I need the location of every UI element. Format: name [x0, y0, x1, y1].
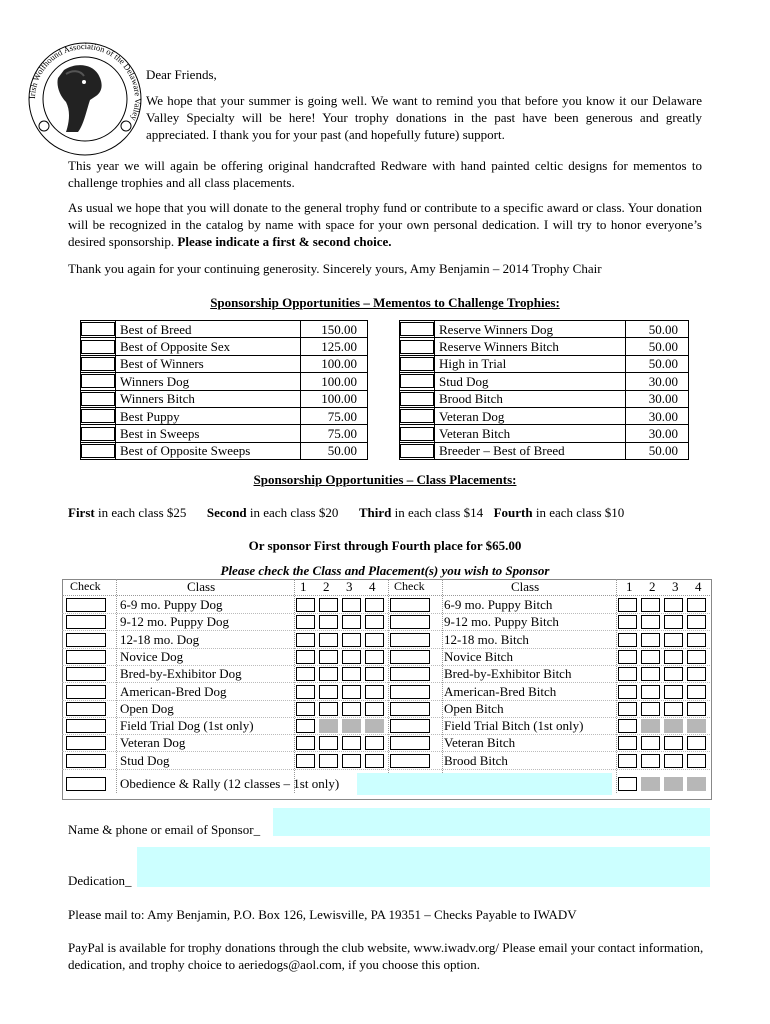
class-check-box[interactable] [390, 719, 430, 733]
letter-paragraph-3: As usual we hope that you will donate to the general trophy fund or contribute to a specific award or class. Your donation will be recognized in the catalog by name with space for your own personal dedication. I will try to honor everyone’s desired sponsorship. Please indicate a first & second choice. [68, 200, 702, 249]
memento-name: High in Trial [435, 355, 626, 372]
class-check-box[interactable] [66, 667, 106, 681]
memento-checkbox[interactable] [81, 442, 116, 459]
logo-ring-text: Irish Wolfhound Association of the Delaware Valley [26, 40, 144, 123]
memento-name: Best of Breed [116, 321, 301, 338]
bitch-class-name: 12-18 mo. Bitch [444, 631, 529, 647]
bitch-class-name: Open Bitch [444, 700, 504, 716]
placement-header-2: 2 [649, 579, 656, 594]
memento-name: Breeder – Best of Breed [435, 442, 626, 459]
placement-header-2: 2 [323, 579, 330, 594]
placement-3-checkbox[interactable] [342, 702, 361, 716]
obedience-check-box[interactable] [66, 777, 106, 791]
memento-checkbox[interactable] [81, 321, 116, 338]
memento-name: Winners Bitch [116, 390, 301, 407]
placement-2-checkbox[interactable] [641, 650, 660, 664]
memento-checkbox[interactable] [81, 425, 116, 442]
placement-2-checkbox[interactable] [319, 754, 338, 768]
wolfhound-head-icon [57, 65, 101, 132]
dog-class-name: Field Trial Dog (1st only) [120, 718, 254, 734]
placement-4-checkbox[interactable] [365, 685, 384, 699]
dog-class-name: Novice Dog [120, 648, 184, 664]
check-header: Check [394, 579, 425, 593]
memento-name: Winners Dog [116, 373, 301, 390]
placement-3-checkbox[interactable] [664, 650, 683, 664]
placement-3-checkbox[interactable] [664, 685, 683, 699]
memento-name: Reserve Winners Bitch [435, 338, 626, 355]
obedience-class-name: Obedience & Rally (12 classes – 1st only) [120, 776, 340, 791]
memento-amount: 100.00 [300, 355, 367, 372]
right-memento-row [400, 407, 689, 424]
placement-4-checkbox[interactable] [687, 754, 706, 768]
placement-4-checkbox[interactable] [365, 702, 384, 716]
placement-4-checkbox[interactable] [687, 702, 706, 716]
placement-header-3: 3 [672, 579, 679, 594]
placement-2-checkbox[interactable] [319, 650, 338, 664]
placement-4-checkbox[interactable] [687, 598, 706, 612]
placement-1-checkbox[interactable] [618, 736, 637, 750]
bitch-class-name: Bred-by-Exhibitor Bitch [444, 666, 572, 682]
placement-1-checkbox[interactable] [618, 633, 637, 647]
dog-class-name: 9-12 mo. Puppy Dog [120, 614, 230, 630]
placement-header-4: 4 [695, 579, 702, 594]
placement-4-checkbox[interactable] [365, 667, 384, 681]
placement-unavailable [687, 719, 706, 733]
bitch-class-name: American-Bred Bitch [444, 683, 557, 699]
placement-1-checkbox[interactable] [618, 777, 637, 791]
memento-checkbox[interactable] [400, 321, 435, 338]
placement-4-checkbox[interactable] [365, 650, 384, 664]
placement-2-checkbox[interactable] [319, 598, 338, 612]
bitch-class-name: 6-9 mo. Puppy Bitch [444, 597, 553, 612]
left-memento-row [81, 425, 368, 442]
placement-4-checkbox[interactable] [687, 633, 706, 647]
placement-4-checkbox[interactable] [365, 598, 384, 612]
memento-name: Best Puppy [116, 407, 301, 424]
placement-header-1: 1 [626, 579, 633, 594]
placement-2-checkbox[interactable] [641, 685, 660, 699]
left-memento-row [81, 321, 368, 338]
bitch-class-name: Veteran Bitch [444, 735, 516, 751]
placement-3-checkbox[interactable] [342, 685, 361, 699]
memento-amount: 50.00 [626, 321, 689, 338]
placement-4-checkbox[interactable] [365, 736, 384, 750]
placement-4-checkbox[interactable] [687, 615, 706, 629]
left-memento-row [81, 390, 368, 407]
memento-amount: 50.00 [626, 355, 689, 372]
placement-unavailable [641, 719, 660, 733]
memento-checkbox[interactable] [400, 373, 435, 390]
choice-note: Please indicate a first & second choice. [177, 234, 392, 249]
class-header: Class [187, 579, 216, 594]
right-memento-row [400, 355, 689, 372]
memento-name: Veteran Bitch [435, 425, 626, 442]
placement-unavailable [342, 719, 361, 733]
right-memento-row [400, 321, 689, 338]
placement-2-checkbox[interactable] [641, 598, 660, 612]
dog-class-name: Open Dog [120, 700, 174, 716]
memento-amount: 75.00 [300, 425, 367, 442]
placement-2-checkbox[interactable] [641, 736, 660, 750]
placement-1-checkbox[interactable] [296, 685, 315, 699]
letter-paragraph-1: We hope that your summer is going well. We want to remind you that before you know it our Delaware Valley Specialty will be here! Your trophy donations in the past have been generous and greatly appreciated. I thank you for your past (and hopefully future) support. [146, 93, 702, 142]
class-check-box[interactable] [390, 736, 430, 750]
mementos-table-right [399, 320, 689, 460]
memento-amount: 50.00 [300, 442, 367, 459]
placement-header-3: 3 [346, 579, 353, 594]
placement-3-checkbox[interactable] [664, 615, 683, 629]
mail-instructions: Please mail to: Amy Benjamin, P.O. Box 126, Lewisville, PA 19351 – Checks Payable to IWADV [68, 907, 577, 922]
placement-2-checkbox[interactable] [641, 667, 660, 681]
memento-amount: 30.00 [626, 425, 689, 442]
left-memento-row [81, 373, 368, 390]
placement-2-checkbox[interactable] [641, 702, 660, 716]
placement-3-checkbox[interactable] [664, 754, 683, 768]
placement-1-checkbox[interactable] [296, 719, 315, 733]
check-header: Check [70, 579, 101, 593]
memento-amount: 30.00 [626, 373, 689, 390]
class-check-box[interactable] [390, 598, 430, 612]
class-check-box[interactable] [390, 667, 430, 681]
placement-2-checkbox[interactable] [641, 754, 660, 768]
class-check-box[interactable] [66, 650, 106, 664]
dedication-label: Dedication_ [68, 873, 132, 888]
right-memento-row [400, 390, 689, 407]
placement-1-checkbox[interactable] [618, 719, 637, 733]
obedience-fill-field[interactable] [357, 773, 612, 795]
dog-class-name: Veteran Dog [120, 735, 186, 751]
placement-3-checkbox[interactable] [664, 736, 683, 750]
memento-checkbox[interactable] [400, 355, 435, 372]
placement-unavailable [319, 719, 338, 733]
class-check-box[interactable] [66, 719, 106, 733]
placement-3-checkbox[interactable] [342, 754, 361, 768]
bitch-class-name: Field Trial Bitch (1st only) [444, 718, 584, 734]
placement-4-checkbox[interactable] [365, 633, 384, 647]
class-check-box[interactable] [66, 598, 106, 612]
class-check-box[interactable] [66, 754, 106, 768]
placement-3-checkbox[interactable] [342, 615, 361, 629]
placement-2-checkbox[interactable] [319, 736, 338, 750]
sponsor-input[interactable] [273, 808, 710, 836]
memento-name: Reserve Winners Dog [435, 321, 626, 338]
placement-2-checkbox[interactable] [319, 615, 338, 629]
memento-name: Best of Winners [116, 355, 301, 372]
placement-unavailable [687, 777, 706, 791]
memento-checkbox[interactable] [81, 355, 116, 372]
club-logo [26, 40, 144, 158]
all-placements-offer: Or sponsor First through Fourth place for $65.00 [248, 538, 522, 553]
placement-header-1: 1 [300, 579, 307, 594]
left-memento-row [81, 338, 368, 355]
memento-checkbox[interactable] [81, 407, 116, 424]
class-header: Class [511, 579, 540, 594]
mementos-title: Sponsorship Opportunities – Mementos to Challenge Trophies: [210, 295, 560, 310]
placement-3-checkbox[interactable] [342, 650, 361, 664]
class-check-box[interactable] [390, 615, 430, 629]
placement-prices: First in each class $25 Second in each class $20 Third in each class $14 Fourth in each class $10 [68, 505, 625, 520]
placement-1-checkbox[interactable] [618, 598, 637, 612]
placement-1-checkbox[interactable] [296, 615, 315, 629]
memento-name: Veteran Dog [435, 407, 626, 424]
placement-1-checkbox[interactable] [618, 615, 637, 629]
placement-4-checkbox[interactable] [687, 650, 706, 664]
right-memento-row [400, 373, 689, 390]
class-check-box[interactable] [390, 702, 430, 716]
dog-class-name: 6-9 mo. Puppy Dog [120, 597, 223, 612]
right-memento-row [400, 338, 689, 355]
class-check-box[interactable] [66, 736, 106, 750]
letter-paragraph-2: This year we will again be offering original handcrafted Redware with hand painted celtic designs for mementos to challenge trophies and all class placements. [68, 158, 702, 190]
placement-1-checkbox[interactable] [296, 667, 315, 681]
class-check-box[interactable] [66, 702, 106, 716]
memento-amount: 75.00 [300, 407, 367, 424]
placement-3-checkbox[interactable] [342, 736, 361, 750]
placement-1-checkbox[interactable] [618, 650, 637, 664]
placement-unavailable [365, 719, 384, 733]
bitch-class-name: Brood Bitch [444, 752, 508, 768]
sponsor-label: Name & phone or email of Sponsor_ [68, 822, 261, 837]
class-check-box[interactable] [66, 633, 106, 647]
memento-name: Best of Opposite Sweeps [116, 442, 301, 459]
placement-4-checkbox[interactable] [687, 736, 706, 750]
placement-1-checkbox[interactable] [296, 754, 315, 768]
letter-closing: Thank you again for your continuing generosity. Sincerely yours, Amy Benjamin – 2014 Trophy Chair [68, 261, 602, 276]
memento-checkbox[interactable] [81, 373, 116, 390]
placement-4-checkbox[interactable] [365, 754, 384, 768]
placement-1-checkbox[interactable] [296, 633, 315, 647]
placement-unavailable [664, 777, 683, 791]
dog-class-name: Stud Dog [120, 752, 170, 768]
memento-checkbox[interactable] [400, 390, 435, 407]
placement-3-checkbox[interactable] [664, 633, 683, 647]
placement-4-checkbox[interactable] [687, 685, 706, 699]
placement-3-checkbox[interactable] [664, 667, 683, 681]
placement-3-checkbox[interactable] [342, 667, 361, 681]
placement-2-checkbox[interactable] [319, 633, 338, 647]
memento-amount: 125.00 [300, 338, 367, 355]
memento-amount: 30.00 [626, 390, 689, 407]
dog-class-name: Bred-by-Exhibitor Dog [120, 666, 242, 682]
placement-1-checkbox[interactable] [296, 598, 315, 612]
right-memento-row [400, 442, 689, 459]
memento-checkbox[interactable] [400, 442, 435, 459]
memento-checkbox[interactable] [400, 338, 435, 355]
right-memento-row [400, 425, 689, 442]
salutation: Dear Friends, [146, 67, 217, 82]
placement-2-checkbox[interactable] [641, 633, 660, 647]
memento-checkbox[interactable] [81, 390, 116, 407]
dedication-input[interactable] [137, 847, 710, 887]
placement-1-checkbox[interactable] [618, 702, 637, 716]
dog-class-name: American-Bred Dog [120, 683, 227, 699]
placement-1-checkbox[interactable] [618, 667, 637, 681]
placement-header-4: 4 [369, 579, 376, 594]
placement-3-checkbox[interactable] [342, 598, 361, 612]
memento-checkbox[interactable] [400, 407, 435, 424]
bitch-class-name: 9-12 mo. Puppy Bitch [444, 614, 559, 630]
memento-amount: 50.00 [626, 442, 689, 459]
class-check-box[interactable] [390, 754, 430, 768]
placement-2-checkbox[interactable] [319, 667, 338, 681]
left-memento-row [81, 355, 368, 372]
memento-amount: 30.00 [626, 407, 689, 424]
placement-unavailable [641, 777, 660, 791]
placement-4-checkbox[interactable] [365, 615, 384, 629]
memento-name: Best in Sweeps [116, 425, 301, 442]
memento-checkbox[interactable] [81, 338, 116, 355]
paypal-note: PayPal is available for trophy donations through the club website, www.iwadv.org/ Please email your contact information, dedication, and trophy choice to aeriedogs@aol.com, if you choose this option. [68, 940, 704, 972]
memento-name: Best of Opposite Sex [116, 338, 301, 355]
placements-title: Sponsorship Opportunities – Class Placements: [253, 472, 517, 487]
left-memento-row [81, 442, 368, 459]
memento-amount: 150.00 [300, 321, 367, 338]
class-check-box[interactable] [390, 650, 430, 664]
placement-3-checkbox[interactable] [664, 598, 683, 612]
placement-1-checkbox[interactable] [296, 736, 315, 750]
memento-name: Brood Bitch [435, 390, 626, 407]
placement-2-checkbox[interactable] [319, 702, 338, 716]
placement-3-checkbox[interactable] [342, 633, 361, 647]
class-check-box[interactable] [390, 633, 430, 647]
memento-checkbox[interactable] [400, 425, 435, 442]
class-check-box[interactable] [66, 685, 106, 699]
memento-amount: 50.00 [626, 338, 689, 355]
placement-1-checkbox[interactable] [618, 685, 637, 699]
memento-name: Stud Dog [435, 373, 626, 390]
placement-unavailable [664, 719, 683, 733]
memento-amount: 100.00 [300, 390, 367, 407]
placement-2-checkbox[interactable] [319, 685, 338, 699]
placement-4-checkbox[interactable] [687, 667, 706, 681]
mementos-table-left [80, 320, 368, 460]
class-instruction: Please check the Class and Placement(s) you wish to Sponsor [220, 563, 550, 578]
placement-3-checkbox[interactable] [664, 702, 683, 716]
class-check-box[interactable] [390, 685, 430, 699]
dog-class-name: 12-18 mo. Dog [120, 631, 200, 647]
class-check-box[interactable] [66, 615, 106, 629]
left-memento-row [81, 407, 368, 424]
placement-2-checkbox[interactable] [641, 615, 660, 629]
memento-amount: 100.00 [300, 373, 367, 390]
bitch-class-name: Novice Bitch [444, 648, 513, 664]
placement-1-checkbox[interactable] [296, 650, 315, 664]
placement-1-checkbox[interactable] [618, 754, 637, 768]
placement-1-checkbox[interactable] [296, 702, 315, 716]
